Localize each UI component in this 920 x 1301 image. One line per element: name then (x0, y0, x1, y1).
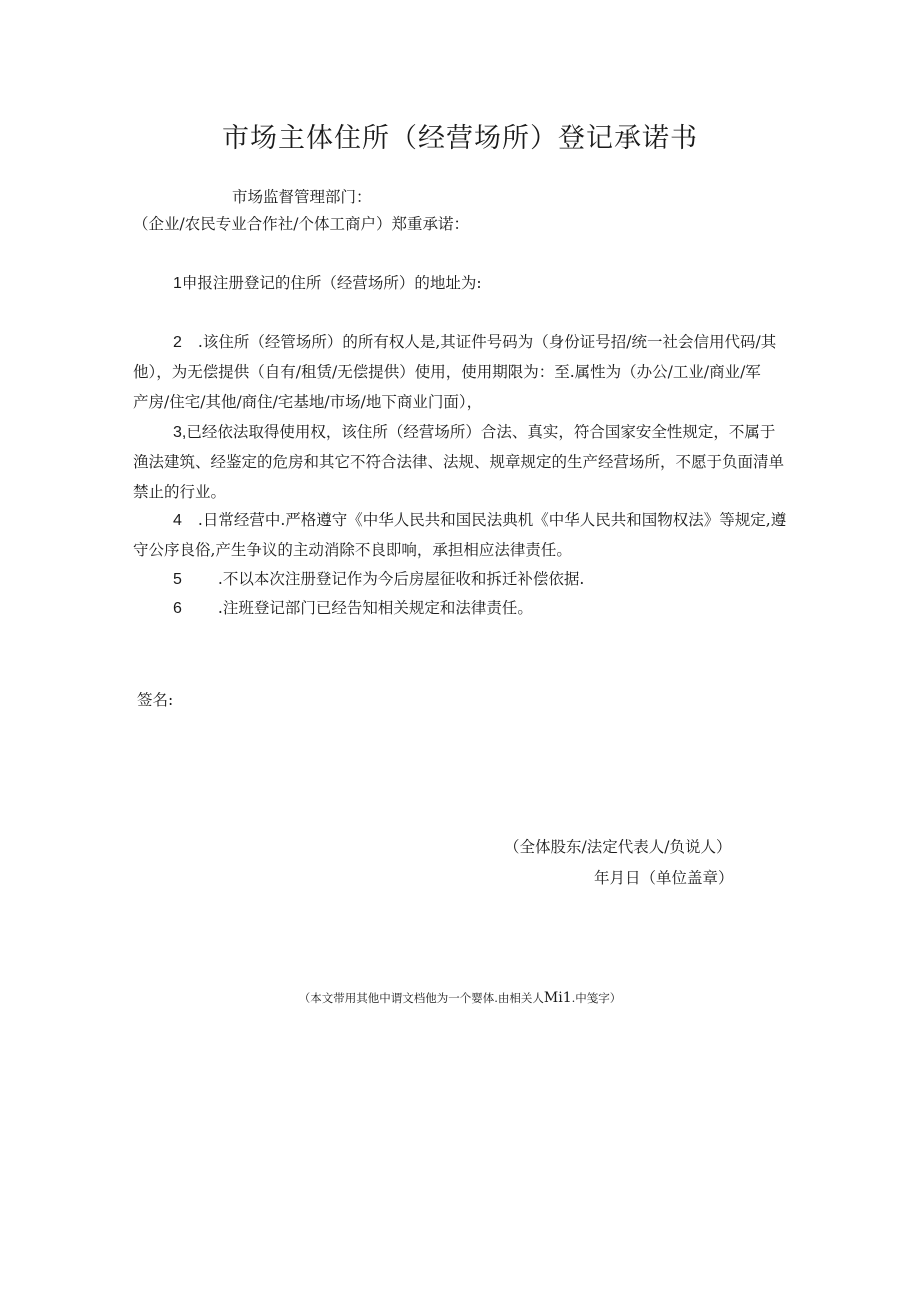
item-number: 5 (173, 571, 182, 588)
item-3-line-1 (173, 422, 775, 443)
item-number: 2 (173, 334, 182, 351)
footnote-part-3: .中笺字） (571, 991, 622, 1005)
signatory-line: （全体股东/法定代表人/负说人） (504, 838, 732, 856)
addressee-line: 市场监督管理部门： (232, 188, 372, 206)
item-4-line-2: 守公序良俗,产生争议的主动消除不良即响，承担相应法律责任。 (133, 541, 572, 559)
item-number: 3, (173, 424, 187, 441)
item-text: 已经依法取得使用权，该住所（经营场所）合法、真实，符合国家安全性规定，不属于 (186, 423, 776, 441)
promisor-line: （企业/农民专业合作社/个体工商户）郑重承诺： (133, 215, 469, 233)
item-number: 4 (173, 512, 182, 529)
footnote-part-1: （本文带用其他中谓文档他为一个婴体.由相关人 (298, 991, 544, 1005)
item-6 (173, 598, 533, 619)
item-2-line-3: 产房/住宅/其他/商住/宅基地/市场/地下商业门面）， (133, 393, 483, 411)
item-5 (173, 569, 584, 590)
item-2-line-1 (173, 332, 776, 353)
item-4-line-1 (173, 510, 786, 531)
footnote-part-2: Mi1 (543, 990, 572, 1006)
signature-label: 签名: (137, 691, 174, 709)
item-text: .该住所（经管场所）的所有权人是,其证件号码为（身份证号招/统一社会信用代码/其 (197, 333, 777, 351)
item-3-line-2: 渔法建筑、经鉴定的危房和其它不符合法律、法规、规章规定的生产经营场所，不愿于负面清单 (133, 453, 785, 471)
item-number: 1 (173, 275, 182, 292)
footnote (0, 990, 920, 1006)
date-seal-line: 年月日（单位盖章） (594, 869, 734, 887)
item-text: .日常经营中.严格遵守《中华人民共和国民法典机《中华人民共和国物权法》等规定,遵 (197, 511, 787, 529)
item-text: .不以本次注册登记作为今后房屋征收和拆迁补偿依据. (217, 570, 585, 588)
item-2-line-2: 他），为无偿提供（自有/租赁/无偿提供）使用，使用期限为：至.属性为（办公/工业/商业/军 (133, 363, 761, 381)
item-text: 申报注册登记的住所（经营场所）的地址为: (181, 274, 482, 292)
item-1 (173, 273, 482, 294)
item-number: 6 (173, 600, 182, 617)
item-3-line-3: 禁止的行业。 (133, 483, 227, 501)
item-text: .注班登记部门已经告知相关规定和法律责任。 (217, 599, 533, 617)
document-title: 市场主体住所（经营场所）登记承诺书 (222, 123, 698, 154)
